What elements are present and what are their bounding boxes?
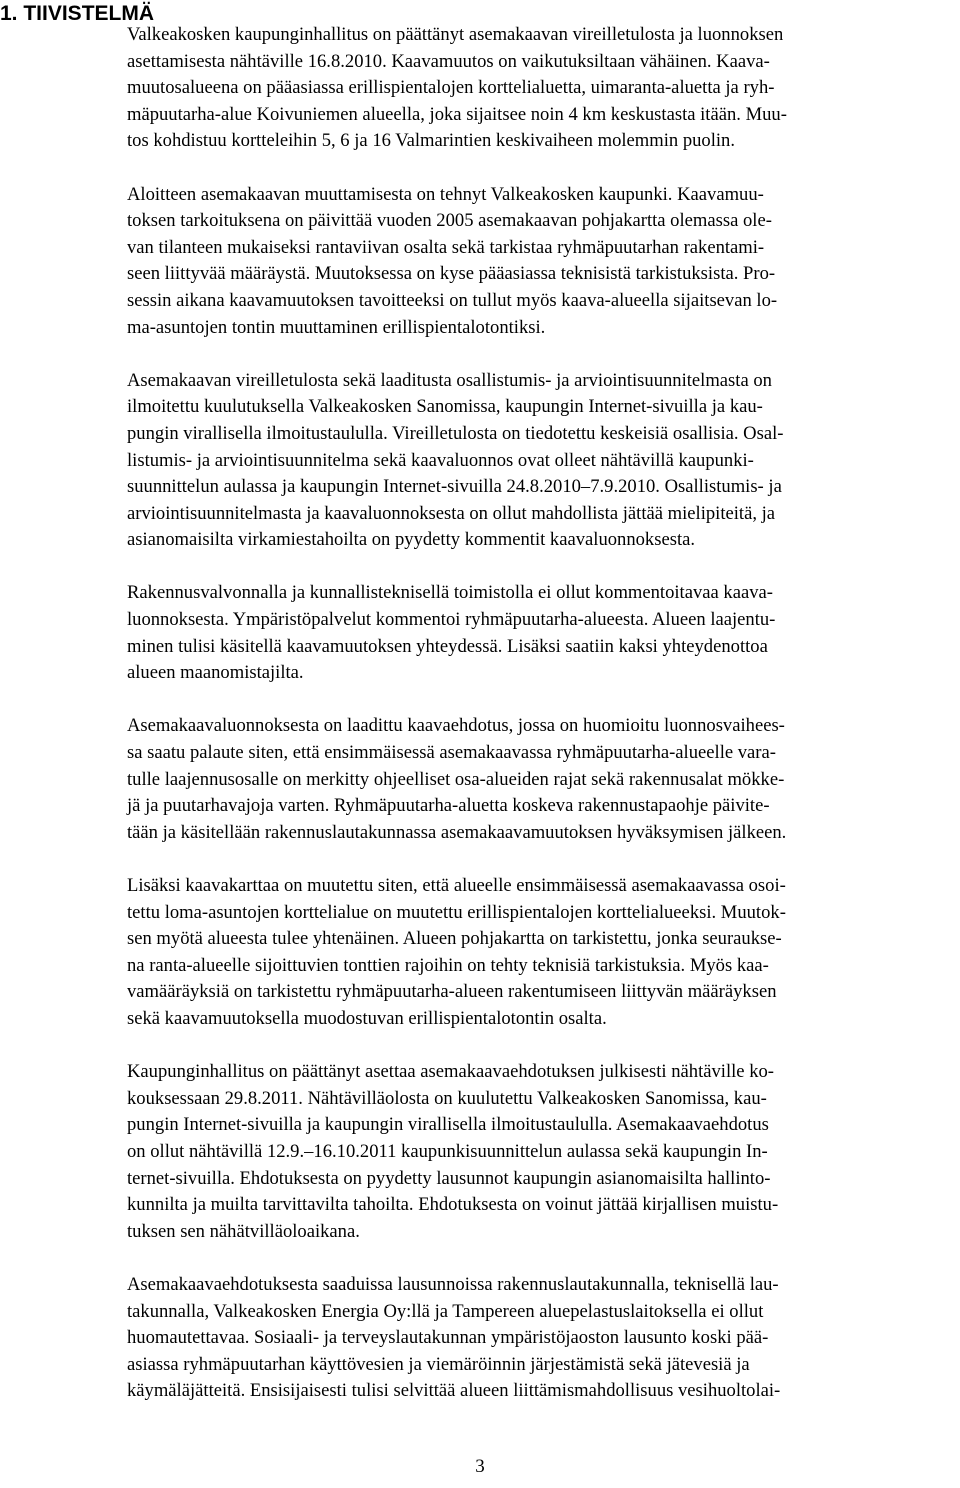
section-heading: 1. TIIVISTELMÄ: [0, 2, 155, 25]
paragraph-5: Asemakaavaluonnoksesta on laadittu kaavaehdotus, jossa on huomioitu luonnosvaihees- sa saatu palaute siten, että ensimmäisessä asemakaavassa ryhmäpuutarha-alueelle vara- tulle laajennusosalle on merkitty ohjeelliset osa-alueiden rajat sekä rakennusalat mökke- jä ja puutarhavajoja varten. Ryhmäpuutarha-aluetta koskeva rakennustapaohje päivite- tään ja käsitellään rakennuslautakunnassa asemakaavamuutoksen hyväksymisen jälkeen.: [127, 715, 787, 843]
paragraph-4: Rakennusvalvonnalla ja kunnallisteknisellä toimistolla ei ollut kommentoitavaa kaava- luonnoksesta. Ympäristöpalvelut kommentoi ryhmäpuutarha-alueesta. Alueen laajentu- minen tulisi käsitellä kaavamuutoksen yhteydessä. Lisäksi saatiin kaksi yhteydenottoa alueen maanomistajilta.: [127, 582, 776, 684]
paragraph-2: Aloitteen asemakaavan muuttamisesta on tehnyt Valkeakosken kaupunki. Kaavamuu- toksen tarkoituksena on päivittää vuoden 2005 asemakaavan pohjakartta olemassa ole- van tilanteen mukaiseksi rantaviivan osalta sekä tarkistaa ryhmäpuutarhan rakentami- seen liittyvää määräystä. Muutoksessa on kyse pääasiassa teknisistä tarkistuksista. Pro- sessin aikana kaavamuutoksen tavoitteeksi on tullut myös kaava-alueella sijaitsevan lo- ma-asuntojen tontin muuttaminen erillispientalotontiksi.: [127, 183, 778, 338]
paragraph-1: Valkeakosken kaupunginhallitus on päättänyt asemakaavan vireilletulosta ja luonnoksen asettamisesta nähtäville 16.8.2010. Kaavamuutos on vaikutuksiltaan vähäinen. Kaava- muutosalueena on pääasiassa erillispientalojen korttelialuetta, uimaranta-aluetta ja ryh- mäpuutarha-alue Koivuniemen alueella, joka sijaitsee noin 4 km keskustasta itään. Muu- tos kohdistuu kortteleihin 5, 6 ja 16 Valmarintien keskivaiheen molemmin puolin.: [127, 24, 787, 152]
summary-body: [127, 22, 955, 1431]
paragraph-6: Lisäksi kaavakarttaa on muutettu siten, että alueelle ensimmäisessä asemakaavassa osoi- tettu loma-asuntojen korttelialue on muutettu erillispientalojen korttelialueeksi. Muutok- sen myötä alueesta tulee yhtenäinen. Alueen pohjakartta on tarkistettu, jonka seuraukse- na ranta-alueelle sijoittuvien tonttien rajoihin on tehty teknisiä tarkistuksia. Myös kaa- vamääräyksiä on tarkistettu ryhmäpuutarha-alueen rakentumiseen liittyvän määräyksen sekä kaavamuutoksella muodostuvan erillispientalotontin osalta.: [127, 875, 786, 1029]
paragraph-8: Asemakaavaehdotuksesta saaduissa lausunnoissa rakennuslautakunnalla, teknisellä lau- takunnalla, Valkeakosken Energia Oy:llä ja Tampereen aluepelastuslaitoksella ei ollut huomautettavaa. Sosiaali- ja terveyslautakunnan ympäristöjaoston lausunto koski pää- asiassa ryhmäpuutarhan käyttövesien ja viemäröinnin järjestämistä sekä jätevesiä ja käymäläjätteitä. Ensisijaisesti tulisi selvittää alueen liittämismahdollisuus vesihuoltolai-: [127, 1273, 781, 1402]
page-number: 3: [475, 1456, 485, 1477]
paragraph-3: Asemakaavan vireilletulosta sekä laaditusta osallistumis- ja arviointisuunnitelmasta on ilmoitettu kuulutuksella Valkeakosken Sanomissa, kaupungin Internet-sivuilla ja kau- pungin virallisella ilmoitustaululla. Vireilletulosta on tiedotettu keskeisiä osallisia. Osal- listumis- ja arviointisuunnitelma sekä kaavaluonnos ovat olleet nähtävillä kaupunki- suunnittelun aulassa ja kaupungin Internet-sivuilla 24.8.2010–7.9.2010. Osallistumis- ja arviointisuunnitelmasta ja kaavaluonnoksesta on ollut mahdollista jättää mielipiteitä, ja asianomaisilta virkamiestahoilta on pyydetty kommentit kaavaluonnoksesta.: [127, 369, 784, 551]
paragraph-7: Kaupunginhallitus on päättänyt asettaa asemakaavaehdotuksen julkisesti nähtäville ko- kouksessaan 29.8.2011. Nähtävilläolosta on kuulutettu Valkeakosken Sanomissa, kau- pungin Internet-sivuilla ja kaupungin virallisella ilmoitustaululla. Asemakaavaehdotus on ollut nähtävillä 12.9.–16.10.2011 kaupunkisuunnittelun aulassa sekä kaupungin In- ternet-sivuilla. Ehdotuksesta on pyydetty lausunnot kaupungin asianomaisilta hallinto- kunnilta ja muilta tarvittavilta tahoilta. Ehdotuksesta on voinut jättää kirjallisen muistu- tuksen sen nähätvilläoloaikana.: [127, 1061, 779, 1242]
